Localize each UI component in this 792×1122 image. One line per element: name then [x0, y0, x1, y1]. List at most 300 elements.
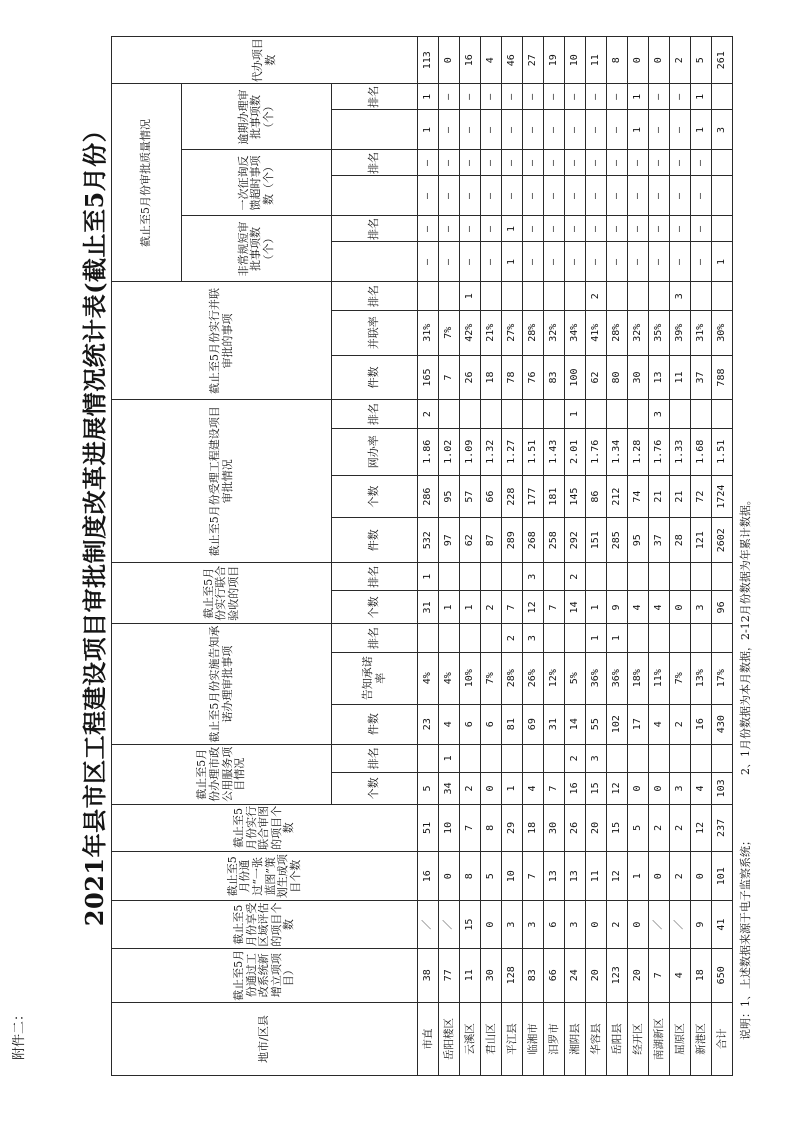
cell-r-n: 28 [670, 518, 691, 563]
cell-r-n: 289 [502, 518, 523, 563]
cell-c3: 1 [628, 851, 649, 901]
header-area-evaluation: 截止至5月份享受区域评估的项目个数 [112, 901, 418, 948]
cell-r-p: 1.28 [628, 428, 649, 475]
cell-r-n: 62 [460, 518, 481, 563]
cell-q1r: — [523, 216, 544, 242]
cell-q3r: 1 [628, 84, 649, 110]
cell-t-n: 2 [670, 704, 691, 744]
cell-r-n: 285 [607, 518, 628, 563]
cell-q1: — [523, 242, 544, 282]
cell-p-n: 788 [712, 355, 733, 400]
header-region: 地市/区县 [112, 1002, 418, 1075]
cell-p-n: 165 [418, 355, 439, 400]
region-name: 合计 [712, 1002, 733, 1075]
cell-c4: 237 [712, 804, 733, 851]
cell-t-r [565, 624, 586, 652]
sub-online-rate: 网办率 [332, 428, 418, 475]
cell-c4: 2 [649, 804, 670, 851]
cell-p-n: 11 [670, 355, 691, 400]
cell-p-p: 31% [418, 310, 439, 355]
cell-q3r: — [439, 84, 460, 110]
cell-t-n: 81 [502, 704, 523, 744]
cell-t-n: 6 [481, 704, 502, 744]
cell-r-p: 1.51 [712, 428, 733, 475]
cell-p-r [712, 282, 733, 310]
cell-u-n: 4 [649, 591, 670, 624]
cell-p-n: 18 [481, 355, 502, 400]
cell-q2: — [418, 176, 439, 216]
cell-q1r: — [481, 216, 502, 242]
sub-commit-rate: 告知承诺率 [332, 652, 418, 704]
cell-q2: — [649, 176, 670, 216]
region-name: 市直 [418, 1002, 439, 1075]
cell-m-n: 0 [481, 773, 502, 805]
cell-m-r [481, 744, 502, 772]
cell-u-n: 7 [544, 591, 565, 624]
cell-c1: 77 [439, 948, 460, 1002]
cell-q1: — [544, 242, 565, 282]
cell-p-r [502, 282, 523, 310]
cell-r-c: 286 [418, 475, 439, 517]
cell-r-c: 86 [586, 475, 607, 517]
cell-r-n: 37 [649, 518, 670, 563]
cell-r-c: 66 [481, 475, 502, 517]
cell-q2r: — [670, 150, 691, 176]
cell-q1: 1 [712, 242, 733, 282]
attachment-label: 附件二： [12, 1007, 27, 1060]
cell-u-n: 96 [712, 591, 733, 624]
table-row [565, 37, 586, 1076]
cell-q3r: — [544, 84, 565, 110]
table-header [112, 37, 418, 1076]
table-row [712, 37, 733, 1076]
cell-p-n: 30 [628, 355, 649, 400]
sub-rank: 排名 [332, 624, 418, 652]
cell-t-n: 102 [607, 704, 628, 744]
cell-c4: 26 [565, 804, 586, 851]
cell-m-n: 3 [670, 773, 691, 805]
cell-c1: 20 [628, 948, 649, 1002]
cell-r-c: 57 [460, 475, 481, 517]
cell-m-r: 2 [565, 744, 586, 772]
cell-c3: 5 [481, 851, 502, 901]
region-name: 湘阴县 [565, 1002, 586, 1075]
table-body [418, 37, 733, 1076]
cell-t-n: 4 [439, 704, 460, 744]
cell-t-r [418, 624, 439, 652]
cell-proxy: 0 [439, 37, 460, 84]
cell-c1: 30 [481, 948, 502, 1002]
cell-m-r [460, 744, 481, 772]
cell-q3: — [460, 110, 481, 150]
cell-r-n: 87 [481, 518, 502, 563]
cell-u-r [544, 563, 565, 591]
cell-c1: 128 [502, 948, 523, 1002]
cell-p-r: 2 [586, 282, 607, 310]
cell-t-n: 4 [649, 704, 670, 744]
cell-q1: — [439, 242, 460, 282]
sub-rank: 排名 [332, 400, 418, 428]
cell-m-r: 1 [439, 744, 460, 772]
cell-q3: — [607, 110, 628, 150]
table-row [502, 37, 523, 1076]
cell-r-p: 1.51 [523, 428, 544, 475]
cell-proxy: 5 [691, 37, 712, 84]
cell-q3r: — [502, 84, 523, 110]
cell-c2: 3 [565, 901, 586, 948]
sub-value [332, 110, 418, 150]
cell-p-p: 32% [628, 310, 649, 355]
cell-t-p: 13% [691, 652, 712, 704]
cell-q3: — [670, 110, 691, 150]
cell-m-n: 5 [418, 773, 439, 805]
cell-p-p: 42% [460, 310, 481, 355]
cell-c2: 9 [691, 901, 712, 948]
region-name: 汨罗市 [544, 1002, 565, 1075]
cell-c2: 6 [544, 901, 565, 948]
cell-m-n: 15 [586, 773, 607, 805]
cell-t-r [439, 624, 460, 652]
cell-m-n: 7 [544, 773, 565, 805]
cell-p-p: 41% [586, 310, 607, 355]
cell-t-p: 7% [481, 652, 502, 704]
cell-q1: — [649, 242, 670, 282]
cell-p-r [439, 282, 460, 310]
cell-q1r: — [649, 216, 670, 242]
cell-p-r [544, 282, 565, 310]
cell-u-r [712, 563, 733, 591]
cell-c1: 4 [670, 948, 691, 1002]
cell-p-p: 28% [607, 310, 628, 355]
cell-r-c: 181 [544, 475, 565, 517]
cell-p-p: 30% [712, 310, 733, 355]
table-row [586, 37, 607, 1076]
cell-p-p: 32% [544, 310, 565, 355]
cell-r-p: 1.33 [670, 428, 691, 475]
sub-value [332, 242, 418, 282]
cell-q2r [712, 150, 733, 176]
cell-q1: — [418, 242, 439, 282]
table-row [607, 37, 628, 1076]
cell-r-r [523, 400, 544, 428]
cell-q1: 1 [502, 242, 523, 282]
cell-c3: 16 [418, 851, 439, 901]
cell-c2: ／ [670, 901, 691, 948]
cell-c2: ／ [418, 901, 439, 948]
cell-t-p: 17% [712, 652, 733, 704]
cell-c3: 13 [544, 851, 565, 901]
cell-r-r [586, 400, 607, 428]
cell-q1r: — [544, 216, 565, 242]
cell-q2: — [439, 176, 460, 216]
cell-p-n: 100 [565, 355, 586, 400]
cell-r-p: 1.76 [586, 428, 607, 475]
cell-c3: 0 [649, 851, 670, 901]
cell-q1r [712, 216, 733, 242]
region-name: 新港区 [691, 1002, 712, 1075]
cell-q1r: — [691, 216, 712, 242]
cell-c4: 7 [460, 804, 481, 851]
cell-q2: — [628, 176, 649, 216]
sub-count: 个数 [332, 475, 418, 517]
cell-m-r [523, 744, 544, 772]
cell-c1: 123 [607, 948, 628, 1002]
cell-q3: — [544, 110, 565, 150]
cell-r-c: 212 [607, 475, 628, 517]
cell-q2: — [691, 176, 712, 216]
cell-r-r: 2 [418, 400, 439, 428]
cell-c1: 66 [544, 948, 565, 1002]
cell-q3r: — [607, 84, 628, 110]
table-note [737, 32, 753, 1076]
cell-proxy: 261 [712, 37, 733, 84]
cell-q3: 1 [628, 110, 649, 150]
cell-q1: — [586, 242, 607, 282]
cell-q1: — [607, 242, 628, 282]
cell-q1r: — [670, 216, 691, 242]
region-name: 华容县 [586, 1002, 607, 1075]
cell-q2r: — [691, 150, 712, 176]
cell-r-p: 1.68 [691, 428, 712, 475]
cell-m-r [649, 744, 670, 772]
cell-q3r: — [460, 84, 481, 110]
table-row [670, 37, 691, 1076]
cell-proxy: 16 [460, 37, 481, 84]
cell-c1: 24 [565, 948, 586, 1002]
header-municipal-services: 截止至5月份办理市政公用服务项目情况 [112, 744, 332, 804]
cell-p-p: 31% [691, 310, 712, 355]
cell-q3r: — [670, 84, 691, 110]
cell-c3: 10 [502, 851, 523, 901]
cell-u-n: 31 [418, 591, 439, 624]
cell-c4: 15 [607, 804, 628, 851]
region-name: 云溪区 [460, 1002, 481, 1075]
cell-proxy: 19 [544, 37, 565, 84]
cell-q2r: — [649, 150, 670, 176]
cell-t-p: 18% [628, 652, 649, 704]
cell-u-n: 1 [439, 591, 460, 624]
cell-q1: — [670, 242, 691, 282]
cell-p-n: 37 [691, 355, 712, 400]
cell-p-r [649, 282, 670, 310]
cell-t-r [670, 624, 691, 652]
cell-proxy: 113 [418, 37, 439, 84]
cell-proxy: 46 [502, 37, 523, 84]
cell-m-r [607, 744, 628, 772]
cell-p-n: 13 [649, 355, 670, 400]
cell-u-r [586, 563, 607, 591]
cell-u-n: 9 [607, 591, 628, 624]
cell-c4: 2 [670, 804, 691, 851]
cell-u-n: 0 [670, 591, 691, 624]
cell-c3: 2 [670, 851, 691, 901]
cell-p-p: 35% [649, 310, 670, 355]
cell-p-p: 7% [439, 310, 460, 355]
cell-q3: 3 [712, 110, 733, 150]
sub-pieces: 件数 [332, 518, 418, 563]
cell-q1: — [691, 242, 712, 282]
cell-r-p: 1.32 [481, 428, 502, 475]
cell-p-n: 80 [607, 355, 628, 400]
cell-r-r [691, 400, 712, 428]
cell-c4: 12 [691, 804, 712, 851]
cell-t-r [481, 624, 502, 652]
cell-q1: — [460, 242, 481, 282]
cell-q3: — [649, 110, 670, 150]
cell-c3: 0 [439, 851, 460, 901]
sub-parallel-rate: 并联率 [332, 310, 418, 355]
cell-m-n: 34 [439, 773, 460, 805]
cell-c3: 13 [565, 851, 586, 901]
cell-c1: 83 [523, 948, 544, 1002]
cell-r-r [607, 400, 628, 428]
cell-q3r: — [649, 84, 670, 110]
cell-c4: 29 [502, 804, 523, 851]
cell-t-r [628, 624, 649, 652]
cell-c3: 101 [712, 851, 733, 901]
cell-t-r [691, 624, 712, 652]
cell-r-c: 95 [439, 475, 460, 517]
table-row [439, 37, 460, 1076]
cell-u-r: 3 [523, 563, 544, 591]
cell-p-n: 76 [523, 355, 544, 400]
cell-t-r: 3 [523, 624, 544, 652]
cell-p-p: 39% [670, 310, 691, 355]
cell-q2: — [607, 176, 628, 216]
cell-u-r [439, 563, 460, 591]
cell-r-n: 95 [628, 518, 649, 563]
cell-q1r: — [439, 216, 460, 242]
cell-u-n: 2 [481, 591, 502, 624]
cell-proxy: 8 [607, 37, 628, 84]
cell-q1: — [628, 242, 649, 282]
cell-q3: — [481, 110, 502, 150]
cell-p-p: 21% [481, 310, 502, 355]
cell-q2: — [523, 176, 544, 216]
region-name: 岳阳楼区 [439, 1002, 460, 1075]
cell-q3: 1 [691, 110, 712, 150]
cell-m-n: 0 [628, 773, 649, 805]
cell-q2: — [460, 176, 481, 216]
cell-t-r: 1 [607, 624, 628, 652]
cell-r-c: 1724 [712, 475, 733, 517]
header-overdue: 逾期办理审批事项数（个） [182, 84, 332, 150]
cell-q2r: — [607, 150, 628, 176]
cell-p-r [607, 282, 628, 310]
cell-c4: 5 [628, 804, 649, 851]
cell-r-r [670, 400, 691, 428]
header-consult-timeout: 一次征询反馈超时事项数（个） [182, 150, 332, 216]
cell-q1r: — [460, 216, 481, 242]
header-joint-drawing-review: 截止至5月份实行联合审图的项目个数 [112, 804, 418, 851]
cell-r-r [481, 400, 502, 428]
cell-p-r [523, 282, 544, 310]
header-accepted-approvals: 截止至5月份受理工程建设项目审批情况 [112, 400, 332, 563]
cell-t-n: 430 [712, 704, 733, 744]
cell-m-n: 12 [607, 773, 628, 805]
cell-u-r: 1 [418, 563, 439, 591]
cell-t-n: 55 [586, 704, 607, 744]
cell-q3r: — [523, 84, 544, 110]
region-name: 屈原区 [670, 1002, 691, 1075]
cell-c4: 20 [586, 804, 607, 851]
cell-q3r: 1 [691, 84, 712, 110]
sub-rank: 排名 [332, 282, 418, 310]
cell-m-n: 0 [649, 773, 670, 805]
cell-q2r: — [565, 150, 586, 176]
cell-q2: — [481, 176, 502, 216]
cell-m-n: 103 [712, 773, 733, 805]
cell-q2r: — [418, 150, 439, 176]
cell-proxy: 11 [586, 37, 607, 84]
cell-r-r [460, 400, 481, 428]
cell-q2r: — [523, 150, 544, 176]
cell-q3: — [439, 110, 460, 150]
cell-q3: — [502, 110, 523, 150]
cell-r-r [439, 400, 460, 428]
region-name: 平江县 [502, 1002, 523, 1075]
cell-m-r [691, 744, 712, 772]
cell-r-r [544, 400, 565, 428]
cell-r-n: 268 [523, 518, 544, 563]
sub-rank: 排名 [332, 84, 418, 110]
cell-m-n: 4 [523, 773, 544, 805]
cell-u-n: 7 [502, 591, 523, 624]
cell-p-r [565, 282, 586, 310]
cell-m-r [544, 744, 565, 772]
cell-r-c: 21 [649, 475, 670, 517]
note-source: 说明：1、上述数据来源于电子监察系统； [739, 835, 752, 1040]
cell-q2r: — [544, 150, 565, 176]
table-row [460, 37, 481, 1076]
sub-pieces: 件数 [332, 704, 418, 744]
cell-p-n: 7 [439, 355, 460, 400]
cell-r-r [502, 400, 523, 428]
cell-q1: — [565, 242, 586, 282]
cell-c4: 51 [418, 804, 439, 851]
table-row [523, 37, 544, 1076]
cell-p-n: 62 [586, 355, 607, 400]
cell-c2: 0 [481, 901, 502, 948]
cell-r-p: 1.43 [544, 428, 565, 475]
cell-r-r: 1 [565, 400, 586, 428]
cell-c2: 0 [628, 901, 649, 948]
cell-t-p: 7% [670, 652, 691, 704]
cell-r-p: 1.34 [607, 428, 628, 475]
cell-r-r: 3 [649, 400, 670, 428]
cell-t-r [544, 624, 565, 652]
cell-m-r [418, 744, 439, 772]
sub-rank: 排名 [332, 150, 418, 176]
cell-m-r [628, 744, 649, 772]
sub-rank: 排名 [332, 216, 418, 242]
cell-proxy: 4 [481, 37, 502, 84]
note-period: 2、1月份数据为本月数据，2-12月份数据为年累计数据。 [739, 494, 752, 775]
cell-p-n: 26 [460, 355, 481, 400]
cell-r-n: 2602 [712, 518, 733, 563]
cell-t-r: 1 [586, 624, 607, 652]
cell-t-p: 36% [607, 652, 628, 704]
cell-c1: 7 [649, 948, 670, 1002]
cell-c1: 11 [460, 948, 481, 1002]
cell-p-r: 1 [460, 282, 481, 310]
cell-r-c: 145 [565, 475, 586, 517]
sub-rank: 排名 [332, 563, 418, 591]
cell-t-p: 4% [439, 652, 460, 704]
cell-q1r: — [607, 216, 628, 242]
header-unconventional-short: 非常规短审批事项数（个） [182, 216, 332, 282]
cell-q1r: — [418, 216, 439, 242]
